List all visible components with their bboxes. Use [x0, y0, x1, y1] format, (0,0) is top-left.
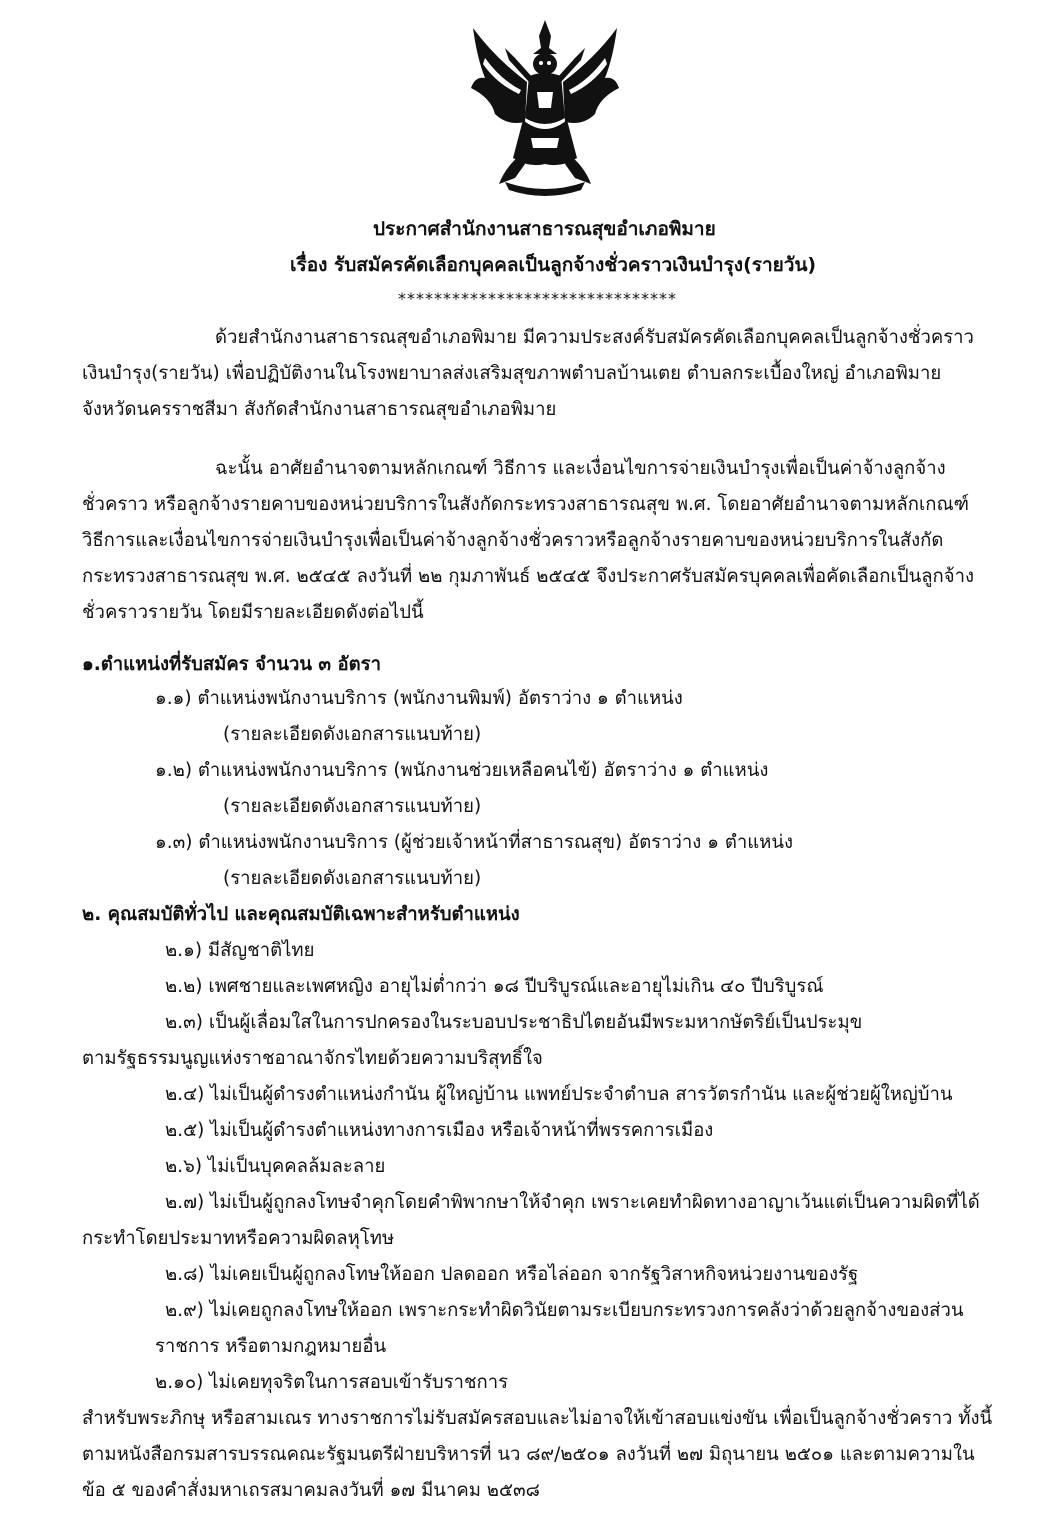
closing-line-1: สำหรับพระภิกษุ หรือสามเณร ทางราชการไม่รับสมัครสอบและไม่อาจให้เข้าสอบแข่งขัน เพื่อเป็นลูกจ้างชั่วคราว ทั้งนี้ [82, 1408, 993, 1429]
section-2-item-4: ๒.๔) ไม่เป็นผู้ดำรงตำแหน่งกำนัน ผู้ใหญ่บ้าน แพทย์ประจำตำบล สารวัตรกำนัน และผู้ช่วยผู้ใหญ่บ้าน [165, 1084, 953, 1105]
intro-paragraph-2-line-3: วิธีการและเงื่อนไขการจ่ายเงินบำรุงเพื่อเป็นค่าจ้างลูกจ้างชั่วคราวหรือลูกจ้างรายคาบของหน่วยบริการในสังกัด [82, 530, 944, 551]
announcement-title: ประกาศสำนักงานสาธารณสุขอำเภอพิมาย [373, 218, 716, 240]
announcement-subject: เรื่อง รับสมัครคัดเลือกบุคคลเป็นลูกจ้างชั่วคราวเงินบำรุง(รายวัน) [290, 254, 817, 276]
intro-paragraph-1-line-3: จังหวัดนครราชสีมา สังกัดสำนักงานสาธารณสุขอำเภอพิมาย [82, 399, 557, 420]
section-2-item-5: ๒.๕) ไม่เป็นผู้ดำรงตำแหน่งทางการเมือง หรือเจ้าหน้าที่พรรคการเมือง [165, 1120, 714, 1141]
section-2-item-10: ๒.๑๐) ไม่เคยทุจริตในการสอบเข้ารับราชการ [155, 1372, 509, 1393]
section-1-item-2: ๑.๒) ตำแหน่งพนักงานบริการ (พนักงานช่วยเหลือคนไข้) อัตราว่าง ๑ ตำแหน่ง [155, 760, 769, 781]
section-1-item-1-note: (รายละเอียดดังเอกสารแนบท้าย) [223, 724, 482, 745]
section-2-item-2: ๒.๒) เพศชายและเพศหญิง อายุไม่ต่ำกว่า ๑๘ ปีบริบูรณ์และอายุไม่เกิน ๔๐ ปีบริบูรณ์ [165, 976, 824, 997]
section-2-heading: ๒. คุณสมบัติทั่วไป และคุณสมบัติเฉพาะสำหรับตำแหน่ง [82, 904, 520, 925]
section-2-item-7-line-1: ๒.๗) ไม่เป็นผู้ถูกลงโทษจำคุกโดยคำพิพากษาให้จำคุก เพราะเคยทำผิดทางอาญาเว้นแต่เป็นความผิดที่ได้ [165, 1192, 980, 1213]
title-separator: ******************************* [398, 289, 677, 308]
intro-paragraph-1-line-2: เงินบำรุง(รายวัน) เพื่อปฏิบัติงานในโรงพยาบาลส่งเสริมสุขภาพตำบลบ้านเตย ตำบลกระเบื้องใหญ่ อำเภอพิมาย [82, 363, 942, 384]
section-2-item-3-line-2: ตามรัฐธรรมนูญแห่งราชอาณาจักรไทยด้วยความบริสุทธิ์ใจ [82, 1048, 543, 1069]
section-2-item-1: ๒.๑) มีสัญชาติไทย [165, 940, 315, 961]
section-2-item-9-line-1: ๒.๙) ไม่เคยถูกลงโทษให้ออก เพราะกระทำผิดวินัยตามระเบียบกระทรวงการคลังว่าด้วยลูกจ้างของส่วน [165, 1300, 964, 1321]
garuda-emblem-icon [465, 18, 625, 198]
intro-paragraph-2-line-5: ชั่วคราวรายวัน โดยมีรายละเอียดดังต่อไปนี้ [82, 602, 424, 623]
section-2-item-9-line-2: ราชการ หรือตามกฎหมายอื่น [155, 1336, 387, 1357]
closing-line-3: ข้อ ๕ ของคำสั่งมหาเถรสมาคมลงวันที่ ๑๗ มีนาคม ๒๕๓๘ [82, 1480, 540, 1501]
section-2-item-6: ๒.๖) ไม่เป็นบุคคลล้มละลาย [165, 1156, 386, 1177]
section-1-heading: ๑.ตำแหน่งที่รับสมัคร จำนวน ๓ อัตรา [82, 654, 381, 675]
section-2-item-3-line-1: ๒.๓) เป็นผู้เลื่อมใสในการปกครองในระบอบประชาธิปไตยอันมีพระมหากษัตริย์เป็นประมุข [165, 1012, 863, 1033]
intro-paragraph-2-line-2: ชั่วคราว หรือลูกจ้างรายคาบของหน่วยบริการในสังกัดกระทรวงสาธารณสุข พ.ศ. โดยอาศัยอำนาจตามหลักเกณฑ์ [82, 494, 970, 515]
section-2-item-8: ๒.๘) ไม่เคยเป็นผู้ถูกลงโทษให้ออก ปลดออก หรือไล่ออก จากรัฐวิสาหกิจหน่วยงานของรัฐ [165, 1264, 859, 1285]
intro-paragraph-1-line-1: ด้วยสำนักงานสาธารณสุขอำเภอพิมาย มีความประสงค์รับสมัครคัดเลือกบุคคลเป็นลูกจ้างชั่วคราว [215, 327, 974, 348]
closing-line-2: ตามหนังสือกรมสารบรรณคณะรัฐมนตรีฝ่ายบริหารที่ นว ๘๙/๒๕๐๑ ลงวันที่ ๒๗ มิถุนายน ๒๕๐๑ และตามความใน [82, 1444, 975, 1465]
section-1-item-3-note: (รายละเอียดดังเอกสารแนบท้าย) [223, 868, 482, 889]
section-1-item-2-note: (รายละเอียดดังเอกสารแนบท้าย) [223, 796, 482, 817]
intro-paragraph-2-line-4: กระทรวงสาธารณสุข พ.ศ. ๒๕๔๕ ลงวันที่ ๒๒ กุมภาพันธ์ ๒๕๔๕ จึงประกาศรับสมัครบุคคลเพื่อคัดเลือกเป็นลูกจ้าง [82, 566, 975, 587]
section-2-item-7-line-2: กระทำโดยประมาทหรือความผิดลหุโทษ [82, 1228, 395, 1249]
section-1-item-1: ๑.๑) ตำแหน่งพนักงานบริการ (พนักงานพิมพ์) อัตราว่าง ๑ ตำแหน่ง [155, 688, 683, 709]
intro-paragraph-2-line-1: ฉะนั้น อาศัยอำนาจตามหลักเกณฑ์ วิธีการ และเงื่อนไขการจ่ายเงินบำรุงเพื่อเป็นค่าจ้างลูกจ้าง [215, 458, 946, 479]
section-1-item-3: ๑.๓) ตำแหน่งพนักงานบริการ (ผู้ช่วยเจ้าหน้าที่สาธารณสุข) อัตราว่าง ๑ ตำแหน่ง [155, 832, 794, 853]
